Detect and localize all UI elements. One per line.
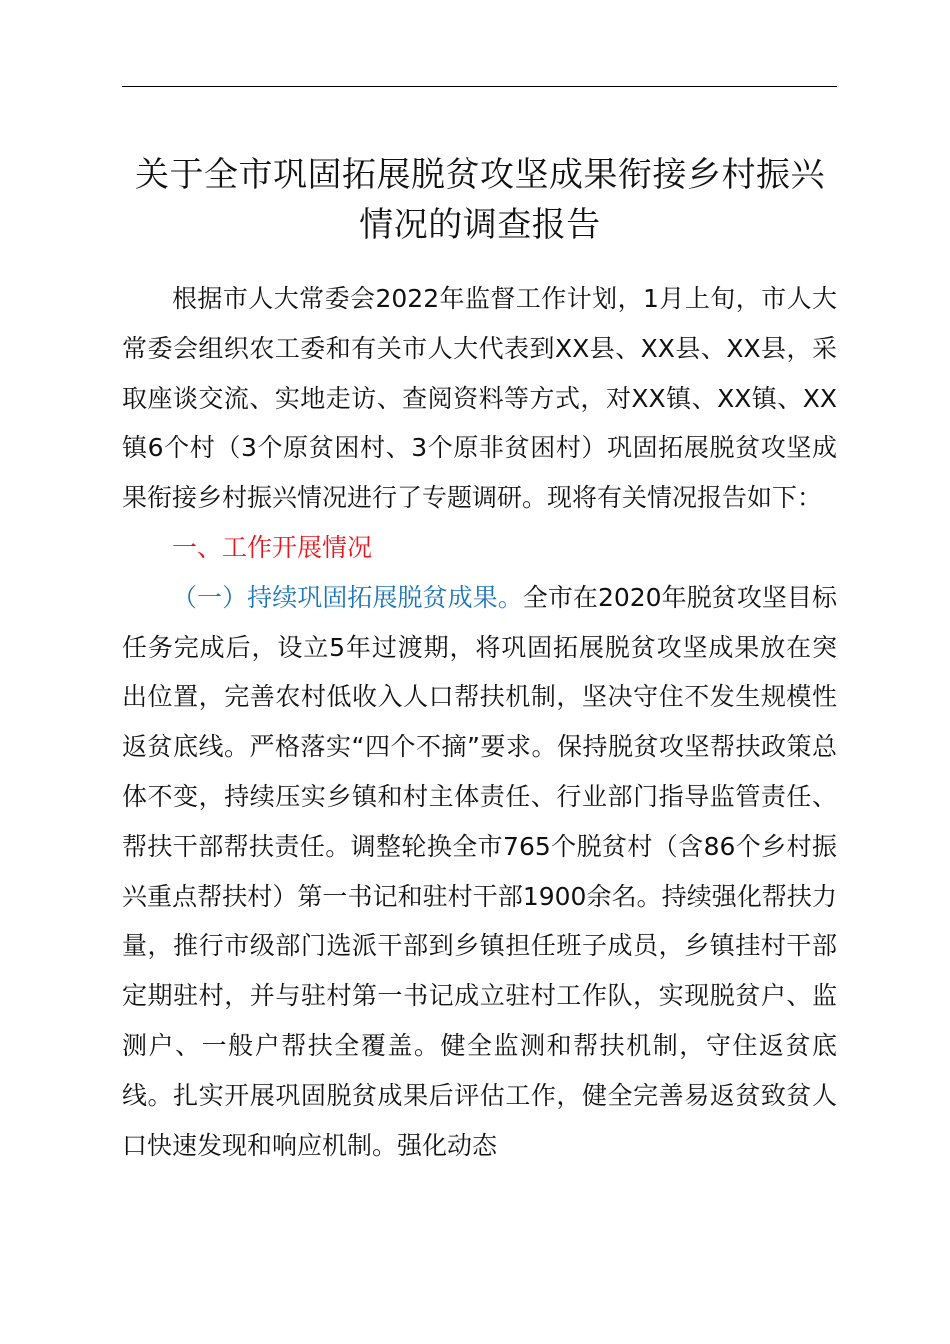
intro-paragraph: 根据市人大常委会2022年监督工作计划，1月上旬，市人大常委会组织农工委和有关市人大代表到XX县、XX县、XX县，采取座谈交流、实地走访、查阅资料等方式，对XX镇、XX镇、XX镇6个村（3个原贫困村、3个原非贫困村）巩固拓展脱贫攻坚成果衔接乡村振兴情况进行了专题调研。现将有关情况报告如下： [122, 284, 837, 513]
subsection-body: 全市在2020年脱贫攻坚目标任务完成后，设立5年过渡期，将巩固拓展脱贫攻坚成果放在突出位置，完善农村低收入人口帮扶机制，坚决守住不发生规模性返贫底线。严格落实“四个不摘”要求。保持脱贫攻坚帮扶政策总体不变，持续压实乡镇和村主体责任、行业部门指导监管责任、帮扶干部帮扶责任。调整轮换全市765个脱贫村（含86个乡村振兴重点帮扶村）第一书记和驻村干部1900余名。持续强化帮扶力量，推行市级部门选派干部到乡镇担任班子成员，乡镇挂村干部定期驻村，并与驻村第一书记成立驻村工作队，实现脱贫户、监测户、一般户帮扶全覆盖。健全监测和帮扶机制，守住返贫底线。扎实开展巩固脱贫成果后评估工作，健全完善易返贫致贫人口快速发现和响应机制。强化动态 [122, 582, 837, 1160]
subsection-heading: （一）持续巩固拓展脱贫成果。 [172, 582, 523, 612]
title-line-2: 情况的调查报告 [359, 205, 601, 245]
subsection-paragraph [122, 573, 837, 1171]
section-heading: 一、工作开展情况 [172, 532, 373, 562]
document-body [122, 274, 837, 1170]
header-rule [122, 86, 837, 87]
document-title [100, 150, 860, 250]
title-line-1: 关于全市巩固拓展脱贫攻坚成果衔接乡村振兴 [135, 155, 825, 195]
